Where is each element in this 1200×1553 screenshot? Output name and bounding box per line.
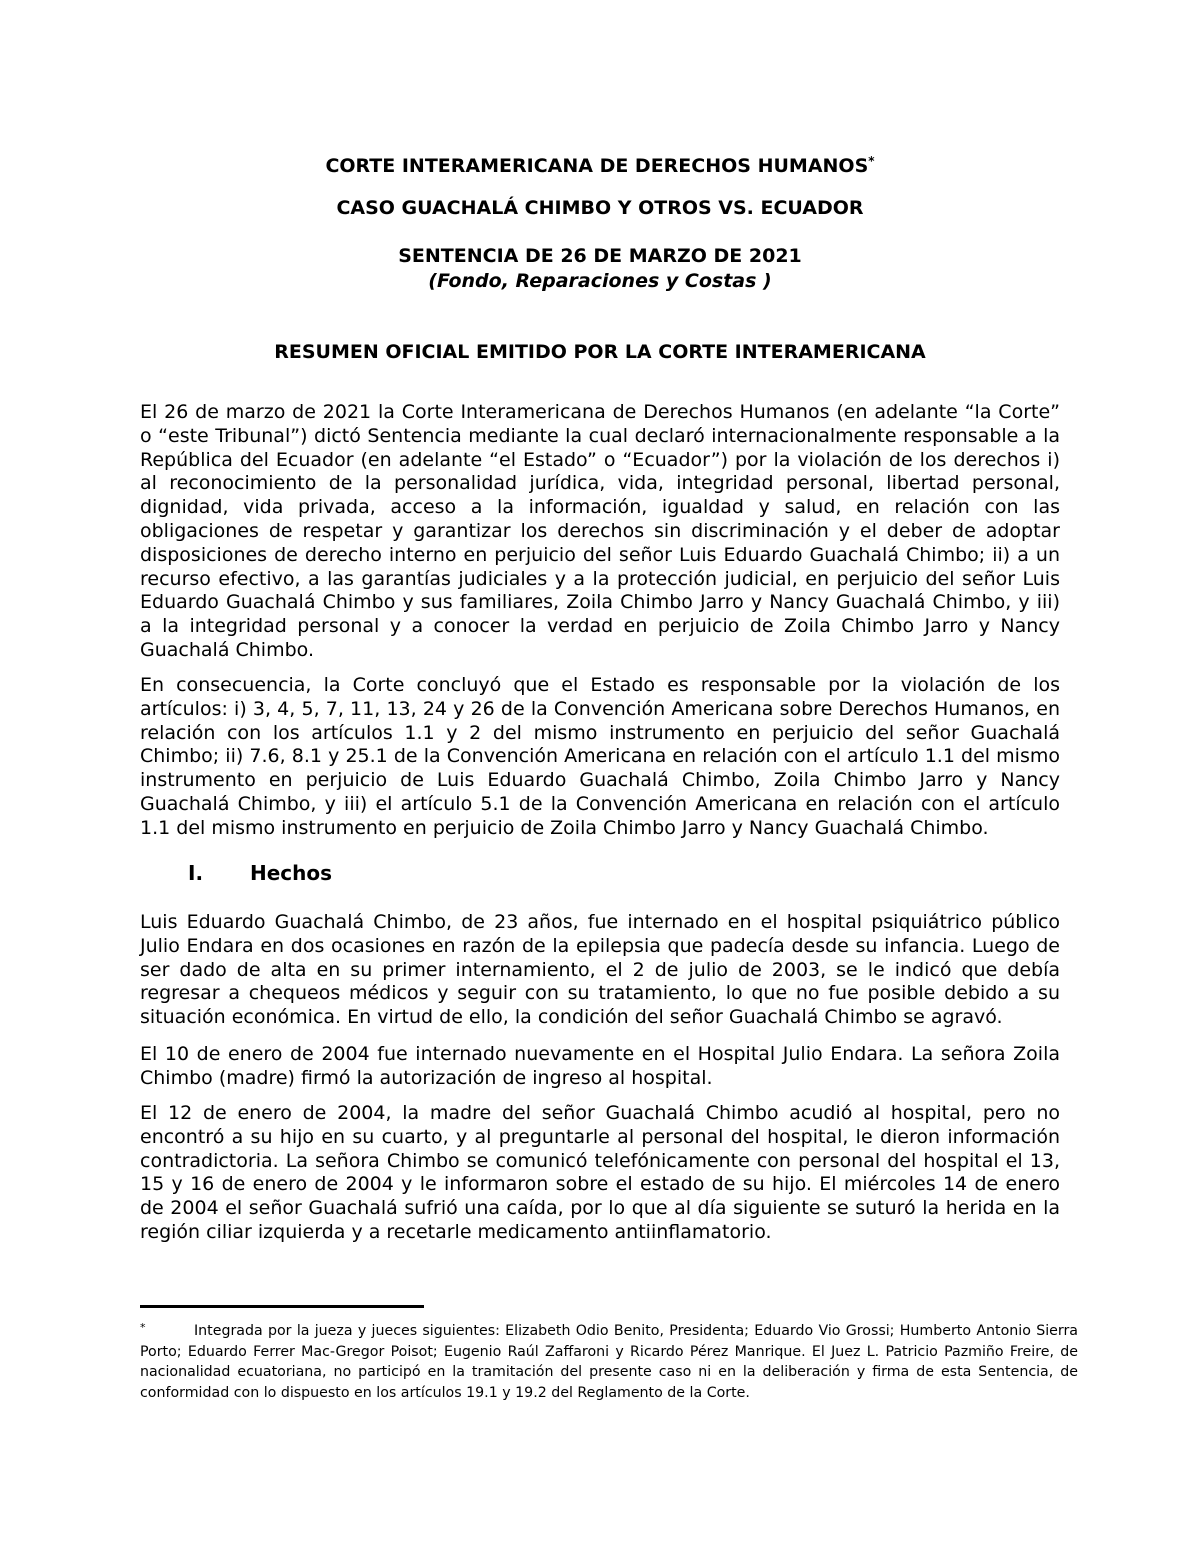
section-number: I. xyxy=(188,861,204,885)
section-heading xyxy=(188,860,332,886)
footnote-mark: * xyxy=(140,1321,146,1334)
footnote xyxy=(140,1318,1078,1403)
intro-paragraph-1: El 26 de marzo de 2021 la Corte Interamericana de Derechos Humanos (en adelante “la Corte” o “este Tribunal”) dictó Sentencia mediante la cual declaró internacionalmente responsable a la República del Ecuador (en adelante “el Estado” o “Ecuador”) por la violación de los derechos i) al reconocimiento de la personalidad jurídica, vida, integridad personal, libertad personal, dignidad, vida privada, acceso a la información, igualdad y salud, en relación con las obligaciones de respetar y garantizar los derechos sin discriminación y el deber de adoptar disposiciones de derecho interno en perjuicio del señor Luis Eduardo Guachalá Chimbo; ii) a un recurso efectivo, a las garantías judiciales y a la protección judicial, en perjuicio del señor Luis Eduardo Guachalá Chimbo y sus familiares, Zoila Chimbo Jarro y Nancy Guachalá Chimbo, y iii) a la integridad personal y a conocer la verdad en perjuicio de Zoila Chimbo Jarro y Nancy Guachalá Chimbo. xyxy=(140,401,1060,661)
facts-paragraph-2: El 10 de enero de 2004 fue internado nuevamente en el Hospital Julio Endara. La señora Zoila Chimbo (madre) firmó la autorización de ingreso al hospital. xyxy=(140,1043,1060,1089)
intro-paragraph-2: En consecuencia, la Corte concluyó que el Estado es responsable por la violación de los artículos: i) 3, 4, 5, 7, 11, 13, 24 y 26 de la Convención Americana sobre Derechos Humanos, en relación con los artículos 1.1 y 2 del mismo instrumento en perjuicio del señor Guachalá Chimbo; ii) 7.6, 8.1 y 25.1 de la Convención Americana en relación con el artículo 1.1 del mismo instrumento en perjuicio de Luis Eduardo Guachalá Chimbo, Zoila Chimbo Jarro y Nancy Guachalá Chimbo, y iii) el artículo 5.1 de la Convención Americana en relación con el artículo 1.1 del mismo instrumento en perjuicio de Zoila Chimbo Jarro y Nancy Guachalá Chimbo. xyxy=(140,674,1060,839)
court-footnote-ref[interactable]: * xyxy=(868,154,875,168)
section-title: Hechos xyxy=(250,861,333,885)
summary-title: RESUMEN OFICIAL EMITIDO POR LA CORTE INTERAMERICANA xyxy=(274,341,926,363)
footnote-text: Integrada por la jueza y jueces siguientes: Elizabeth Odio Benito, Presidenta; Eduardo Vio Grossi; Humberto Antonio Sierra Porto; Eduardo Ferrer Mac-Gregor Poisot; Eugenio Raúl Zaffaroni y Ricardo Pérez Manrique. El Juez L. Patricio Pazmiño Freire, de nacionalidad ecuatoriana, no participó en la tramitación del presente caso ni en la deliberación y firma de esta Sentencia, de conformidad con lo dispuesto en los artículos 19.1 y 19.2 del Reglamento de la Corte. xyxy=(140,1323,1078,1401)
judgment-date: SENTENCIA DE 26 DE MARZO DE 2021 xyxy=(398,245,802,267)
judgment-type: (Fondo, Reparaciones y Costas ) xyxy=(428,270,772,292)
footnote-separator xyxy=(140,1305,424,1308)
court-title-text: CORTE INTERAMERICANA DE DERECHOS HUMANOS xyxy=(325,155,869,177)
facts-paragraph-3: El 12 de enero de 2004, la madre del señor Guachalá Chimbo acudió al hospital, pero no encontró a su hijo en su cuarto, y al preguntarle al personal del hospital, le dieron información contradictoria. La señora Chimbo se comunicó telefónicamente con personal del hospital el 13, 15 y 16 de enero de 2004 y le informaron sobre el estado de su hijo. El miércoles 14 de enero de 2004 el señor Guachalá sufrió una caída, por lo que al día siguiente se suturó la herida en la región ciliar izquierda y a recetarle medicamento antiinflamatorio. xyxy=(140,1102,1060,1243)
court-title xyxy=(0,148,1200,179)
facts-paragraph-1: Luis Eduardo Guachalá Chimbo, de 23 años, fue internado en el hospital psiquiátrico público Julio Endara en dos ocasiones en razón de la epilepsia que padecía desde su infancia. Luego de ser dado de alta en su primer internamiento, el 2 de julio de 2003, se le indicó que debía regresar a chequeos médicos y seguir con su tratamiento, lo que no fue posible debido a su situación económica. En virtud de ello, la condición del señor Guachalá Chimbo se agravó. xyxy=(140,911,1060,1029)
case-title: CASO GUACHALÁ CHIMBO Y OTROS VS. ECUADOR xyxy=(336,197,864,219)
